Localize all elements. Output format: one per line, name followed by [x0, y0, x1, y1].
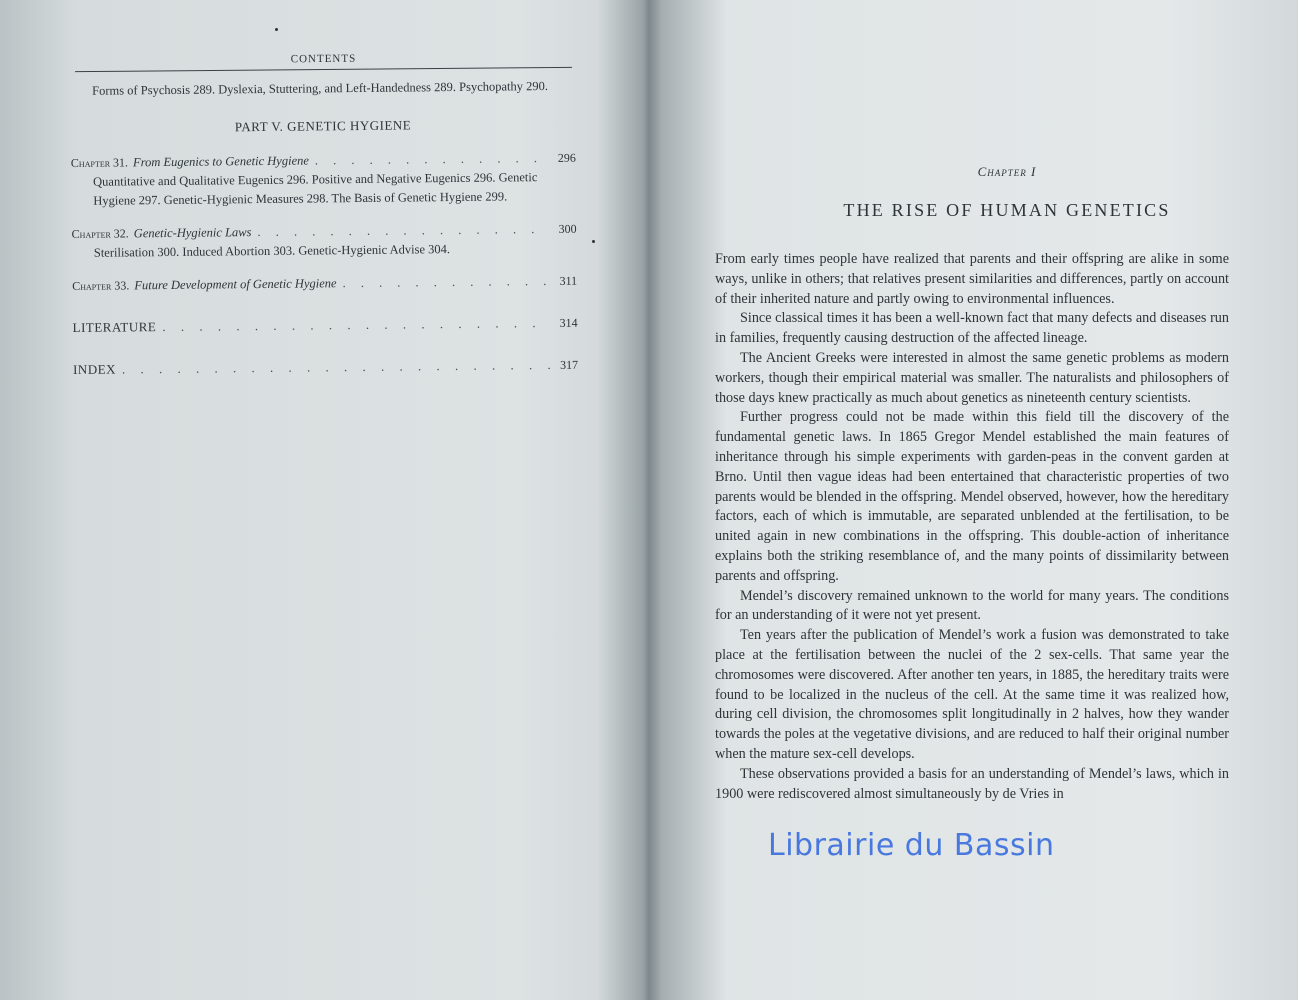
toc-entry-literature — [73, 313, 578, 338]
page-number: 300 — [558, 221, 577, 236]
seller-watermark: Librairie du Bassin — [768, 828, 1055, 863]
paragraph: The Ancient Greeks were interested in almost the same genetic problems as modern workers, though their empirical material was smaller. The naturalists and philosophers of those days knew practically as much about genetics as nineteenth century scientists. — [715, 349, 1229, 406]
table-of-contents — [70, 73, 578, 380]
page-number: 311 — [559, 273, 578, 288]
paragraph: From early times people have realized that parents and their offspring are alike in some ways, unlike in others; that relatives present similarities and differences, partly on account of their inherited nature and partly owing to environmental influences. — [715, 251, 1229, 307]
toc-entry-chapter-33 — [72, 272, 577, 296]
chapter-subtopics: Sterilisation 300. Induced Abortion 303. Genetic-Hygienic Advise 304. — [93, 242, 451, 260]
toc-entry-chapter-32 — [72, 220, 577, 263]
paragraph: Mendel’s discovery remained unknown to the world for many years. The conditions for an understanding of it were not yet present. — [715, 587, 1229, 624]
chapter-title: THE RISE OF HUMAN GENETICS — [843, 200, 1171, 220]
toc-entry-index — [73, 355, 578, 380]
running-head: CONTENTS — [75, 51, 572, 72]
chapter-label: Chapter I — [977, 164, 1037, 179]
chapter-title: Future Development of Genetic Hygiene — [134, 276, 337, 293]
chapter-label: Chapter 31. — [70, 155, 129, 170]
left-page-contents — [0, 0, 645, 1000]
chapter-title: Genetic-Hygienic Laws — [133, 225, 252, 241]
toc-entry-chapter-31 — [71, 149, 577, 211]
chapter-title: From Eugenics to Genetic Hygiene — [132, 153, 309, 170]
paragraph: Further progress could not be made within this field till the discovery of the fundamental genetic laws. In 1865 Gregor Mendel established the main features of inheritance through his simple experiments with garden-peas in the convent garden at Brno. Until then vague ideas had been entertained that characteristic properties of two parents would be blended in the offspring. Mendel observed, however, how the hereditary factors, each of which is immutable, are separated unblended at the fertilisation, to be united again in new combinations in the offspring. This double-action of inheritance explains both the striking resemblance of, and the many points of dissimilarity between parents and offspring. — [715, 409, 1229, 584]
part-heading: PART V. GENETIC HYGIENE — [234, 117, 412, 135]
print-speck — [275, 28, 278, 31]
dot-leader — [162, 313, 549, 336]
paragraph: Ten years after the publication of Mendel’s work a fusion was demonstrated to take place at the fertilisation between the nuclei of the 2 sex-cells. That same year the chromosomes were discovered. After another ten years, in 1885, the hereditary traits were found to be localized in the nucleus of the cell. At the same time it was realized how, during cell division, the chromosomes split longitudinally in 2 halves, how they wander towards the poles at the vegetative divisions, and are reduced to half their original number when the mature sex-cell develops. — [715, 627, 1229, 762]
dot-leader — [122, 355, 550, 378]
toc-continuation: Forms of Psychosis 289. Dyslexia, Stuttering, and Left-Handedness 289. Psychopathy 290. — [92, 78, 549, 98]
page-number: 317 — [559, 357, 579, 372]
chapter-label: Chapter 33. — [72, 278, 130, 293]
back-matter-label: LITERATURE — [72, 319, 157, 335]
paragraph: Since classical times it has been a well-known fact that many defects and diseases run in families, frequently causing destruction of the affected lineage. — [715, 310, 1229, 347]
paragraph: These observations provided a basis for an understanding of Mendel’s laws, which in 1900 were rediscovered almost simultaneously by de Vries in — [715, 765, 1229, 802]
page-number: 296 — [557, 150, 576, 165]
dot-leader — [315, 149, 548, 170]
dot-leader — [342, 272, 549, 293]
back-matter-label: INDEX — [72, 361, 117, 377]
chapter-subtopics: Quantitative and Qualitative Eugenics 296. Positive and Negative Eugenics 296. Genetic Hygiene 297. Genetic-Hygienic Measures 298. The Basis of Genetic Hygiene 299. — [93, 170, 538, 208]
page-number: 314 — [559, 315, 578, 330]
chapter-label: Chapter 32. — [71, 226, 129, 241]
chapter-body — [715, 250, 1229, 804]
print-speck — [592, 240, 595, 243]
dot-leader — [257, 220, 548, 242]
